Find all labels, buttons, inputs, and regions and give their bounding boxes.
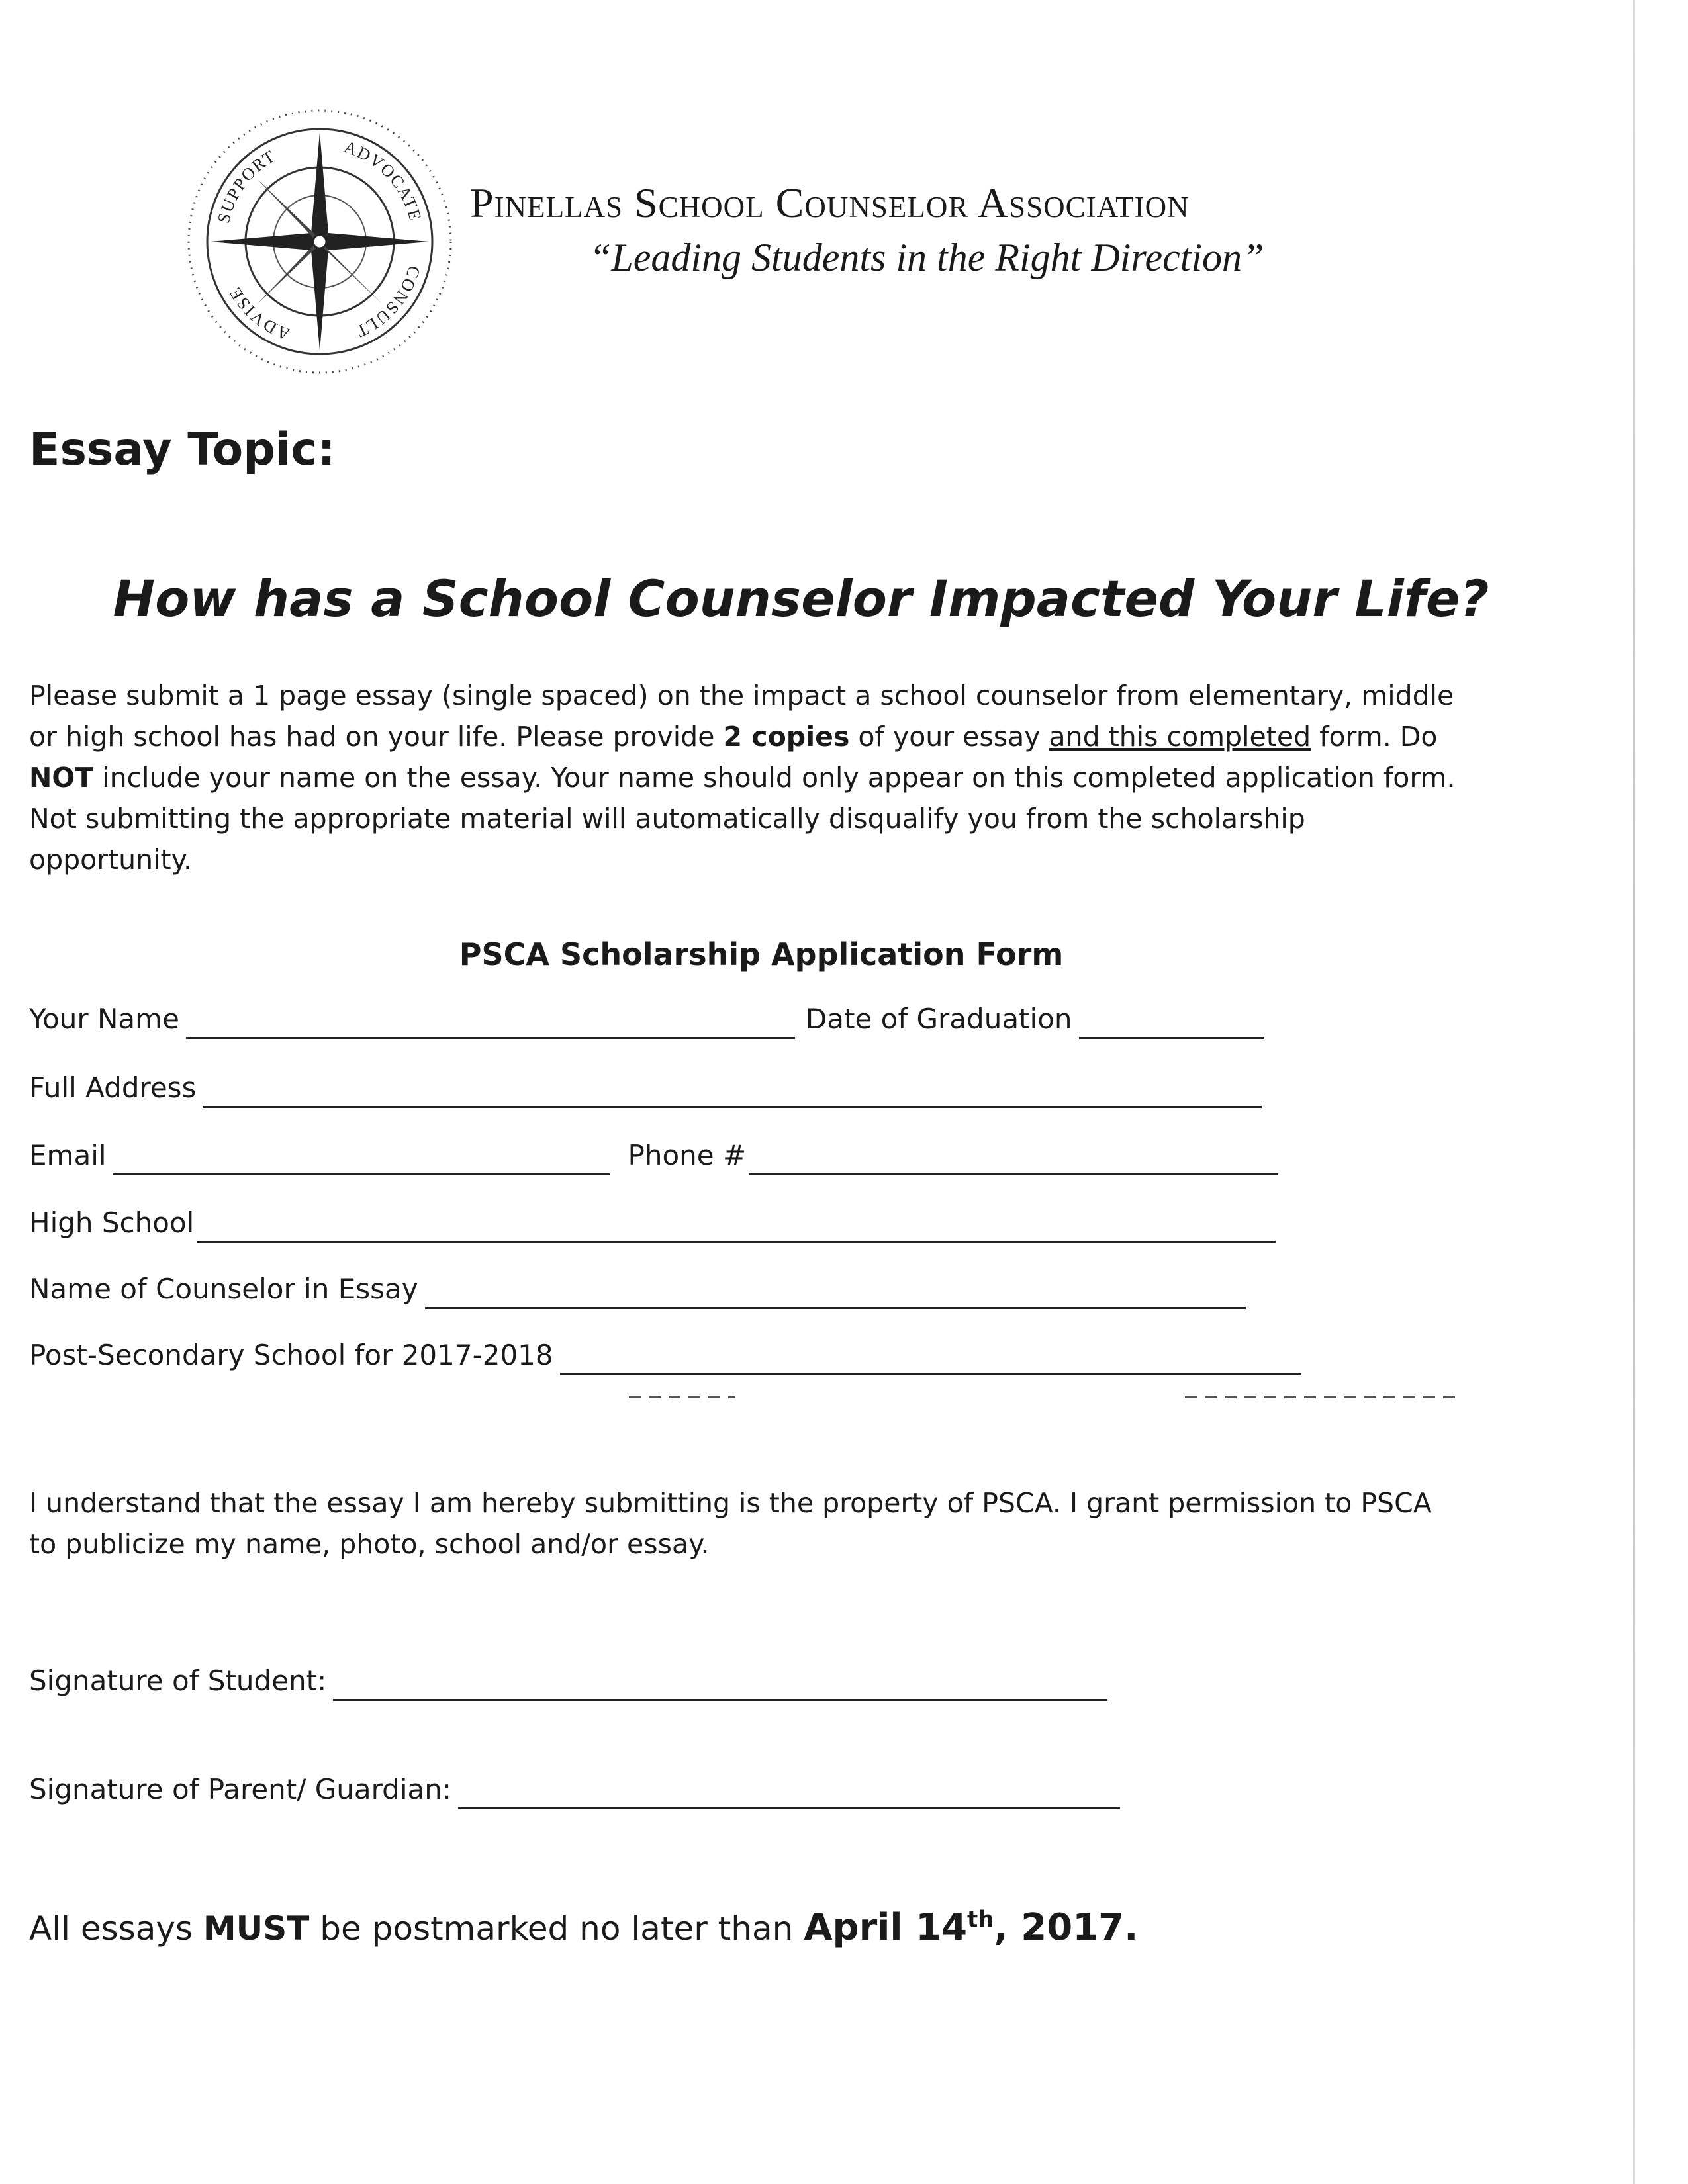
deadline-prefix: All essays: [29, 1909, 203, 1948]
high-school-field[interactable]: [197, 1208, 1276, 1243]
graduation-date-label: Date of Graduation: [805, 1003, 1072, 1035]
form-row-post-secondary: [29, 1329, 1301, 1375]
deadline-date-year: , 2017.: [994, 1906, 1139, 1949]
full-address-label: Full Address: [29, 1071, 197, 1104]
student-signature-field[interactable]: [333, 1666, 1107, 1701]
instructions-text-1: Please submit a 1 page essay (single spaced) on the impact a school counselor from elementary, middle or high school has had on your life. Please provide: [29, 680, 1454, 752]
post-secondary-label: Post-Secondary School for 2017-2018: [29, 1339, 553, 1371]
svg-text:ADVISE: [225, 283, 293, 344]
form-row-counselor: [29, 1263, 1246, 1309]
deadline-date-suffix: th: [967, 1906, 994, 1933]
instructions-bold-not: NOT: [29, 762, 94, 794]
scan-page-edge: [1633, 0, 1635, 2184]
student-signature-row: [29, 1655, 1107, 1701]
svg-text:SUPPORT: [214, 146, 279, 226]
essay-topic-label: Essay Topic:: [29, 424, 336, 476]
instructions-bold-copies: 2 copies: [723, 721, 850, 752]
your-name-label: Your Name: [29, 1003, 179, 1035]
form-title: PSCA Scholarship Application Form: [459, 936, 1064, 972]
consent-statement: I understand that the essay I am hereby submitting is the property of PSCA. I grant permission to PSCA to publicize my name, photo, school and/or essay.: [29, 1487, 1432, 1560]
logo-word-advocate: ADVOCATE: [341, 137, 426, 224]
organization-tagline: “Leading Students in the Right Direction”: [589, 236, 1264, 279]
deadline-notice: [29, 1906, 1138, 1949]
instructions-text-3: form. Do: [1311, 721, 1438, 752]
graduation-date-field[interactable]: [1079, 1004, 1264, 1039]
email-label: Email: [29, 1139, 107, 1171]
scan-artifact-dashes: [1185, 1396, 1463, 1398]
full-address-field[interactable]: [203, 1073, 1262, 1108]
form-row-high-school: [29, 1197, 1276, 1243]
organization-name: Pinellas School Counselor Association: [470, 179, 1190, 226]
deadline-middle: be postmarked no later than: [309, 1909, 804, 1948]
counselor-name-label: Name of Counselor in Essay: [29, 1273, 418, 1305]
parent-signature-field[interactable]: [458, 1774, 1120, 1809]
essay-question: How has a School Counselor Impacted Your Life?: [113, 569, 1489, 628]
instructions-text-4: include your name on the essay. Your name should only appear on this completed application form. Not submitting the appropriate material will automatically disqualify you from the scholarship opportunity.: [29, 762, 1456, 876]
parent-signature-label: Signature of Parent/ Guardian:: [29, 1773, 452, 1805]
student-signature-label: Signature of Student:: [29, 1664, 327, 1697]
instructions-underlined: and this completed: [1049, 721, 1311, 752]
phone-field[interactable]: [749, 1140, 1278, 1175]
deadline-must: MUST: [203, 1909, 310, 1948]
logo-word-support: SUPPORT: [213, 146, 279, 226]
email-field[interactable]: [113, 1140, 610, 1175]
compass-logo-icon: [184, 106, 455, 377]
instructions-text-2: of your essay: [849, 721, 1049, 752]
counselor-name-field[interactable]: [425, 1274, 1246, 1309]
phone-label: Phone #: [628, 1139, 747, 1171]
your-name-field[interactable]: [186, 1004, 795, 1039]
parent-signature-row: [29, 1763, 1120, 1809]
form-row-address: [29, 1062, 1262, 1108]
post-secondary-field[interactable]: [560, 1340, 1301, 1375]
deadline-date: [804, 1906, 1138, 1949]
scan-artifact-dashes-2: [629, 1396, 735, 1398]
deadline-date-day: April 14: [804, 1906, 968, 1949]
logo-word-advise: ADVISE: [224, 283, 293, 344]
essay-instructions: [29, 675, 1459, 880]
form-row-name-graduation: [29, 993, 1264, 1039]
form-row-email-phone: [29, 1129, 1278, 1175]
logo-word-consult: CONSULT: [352, 263, 424, 342]
high-school-label: High School: [29, 1206, 195, 1239]
